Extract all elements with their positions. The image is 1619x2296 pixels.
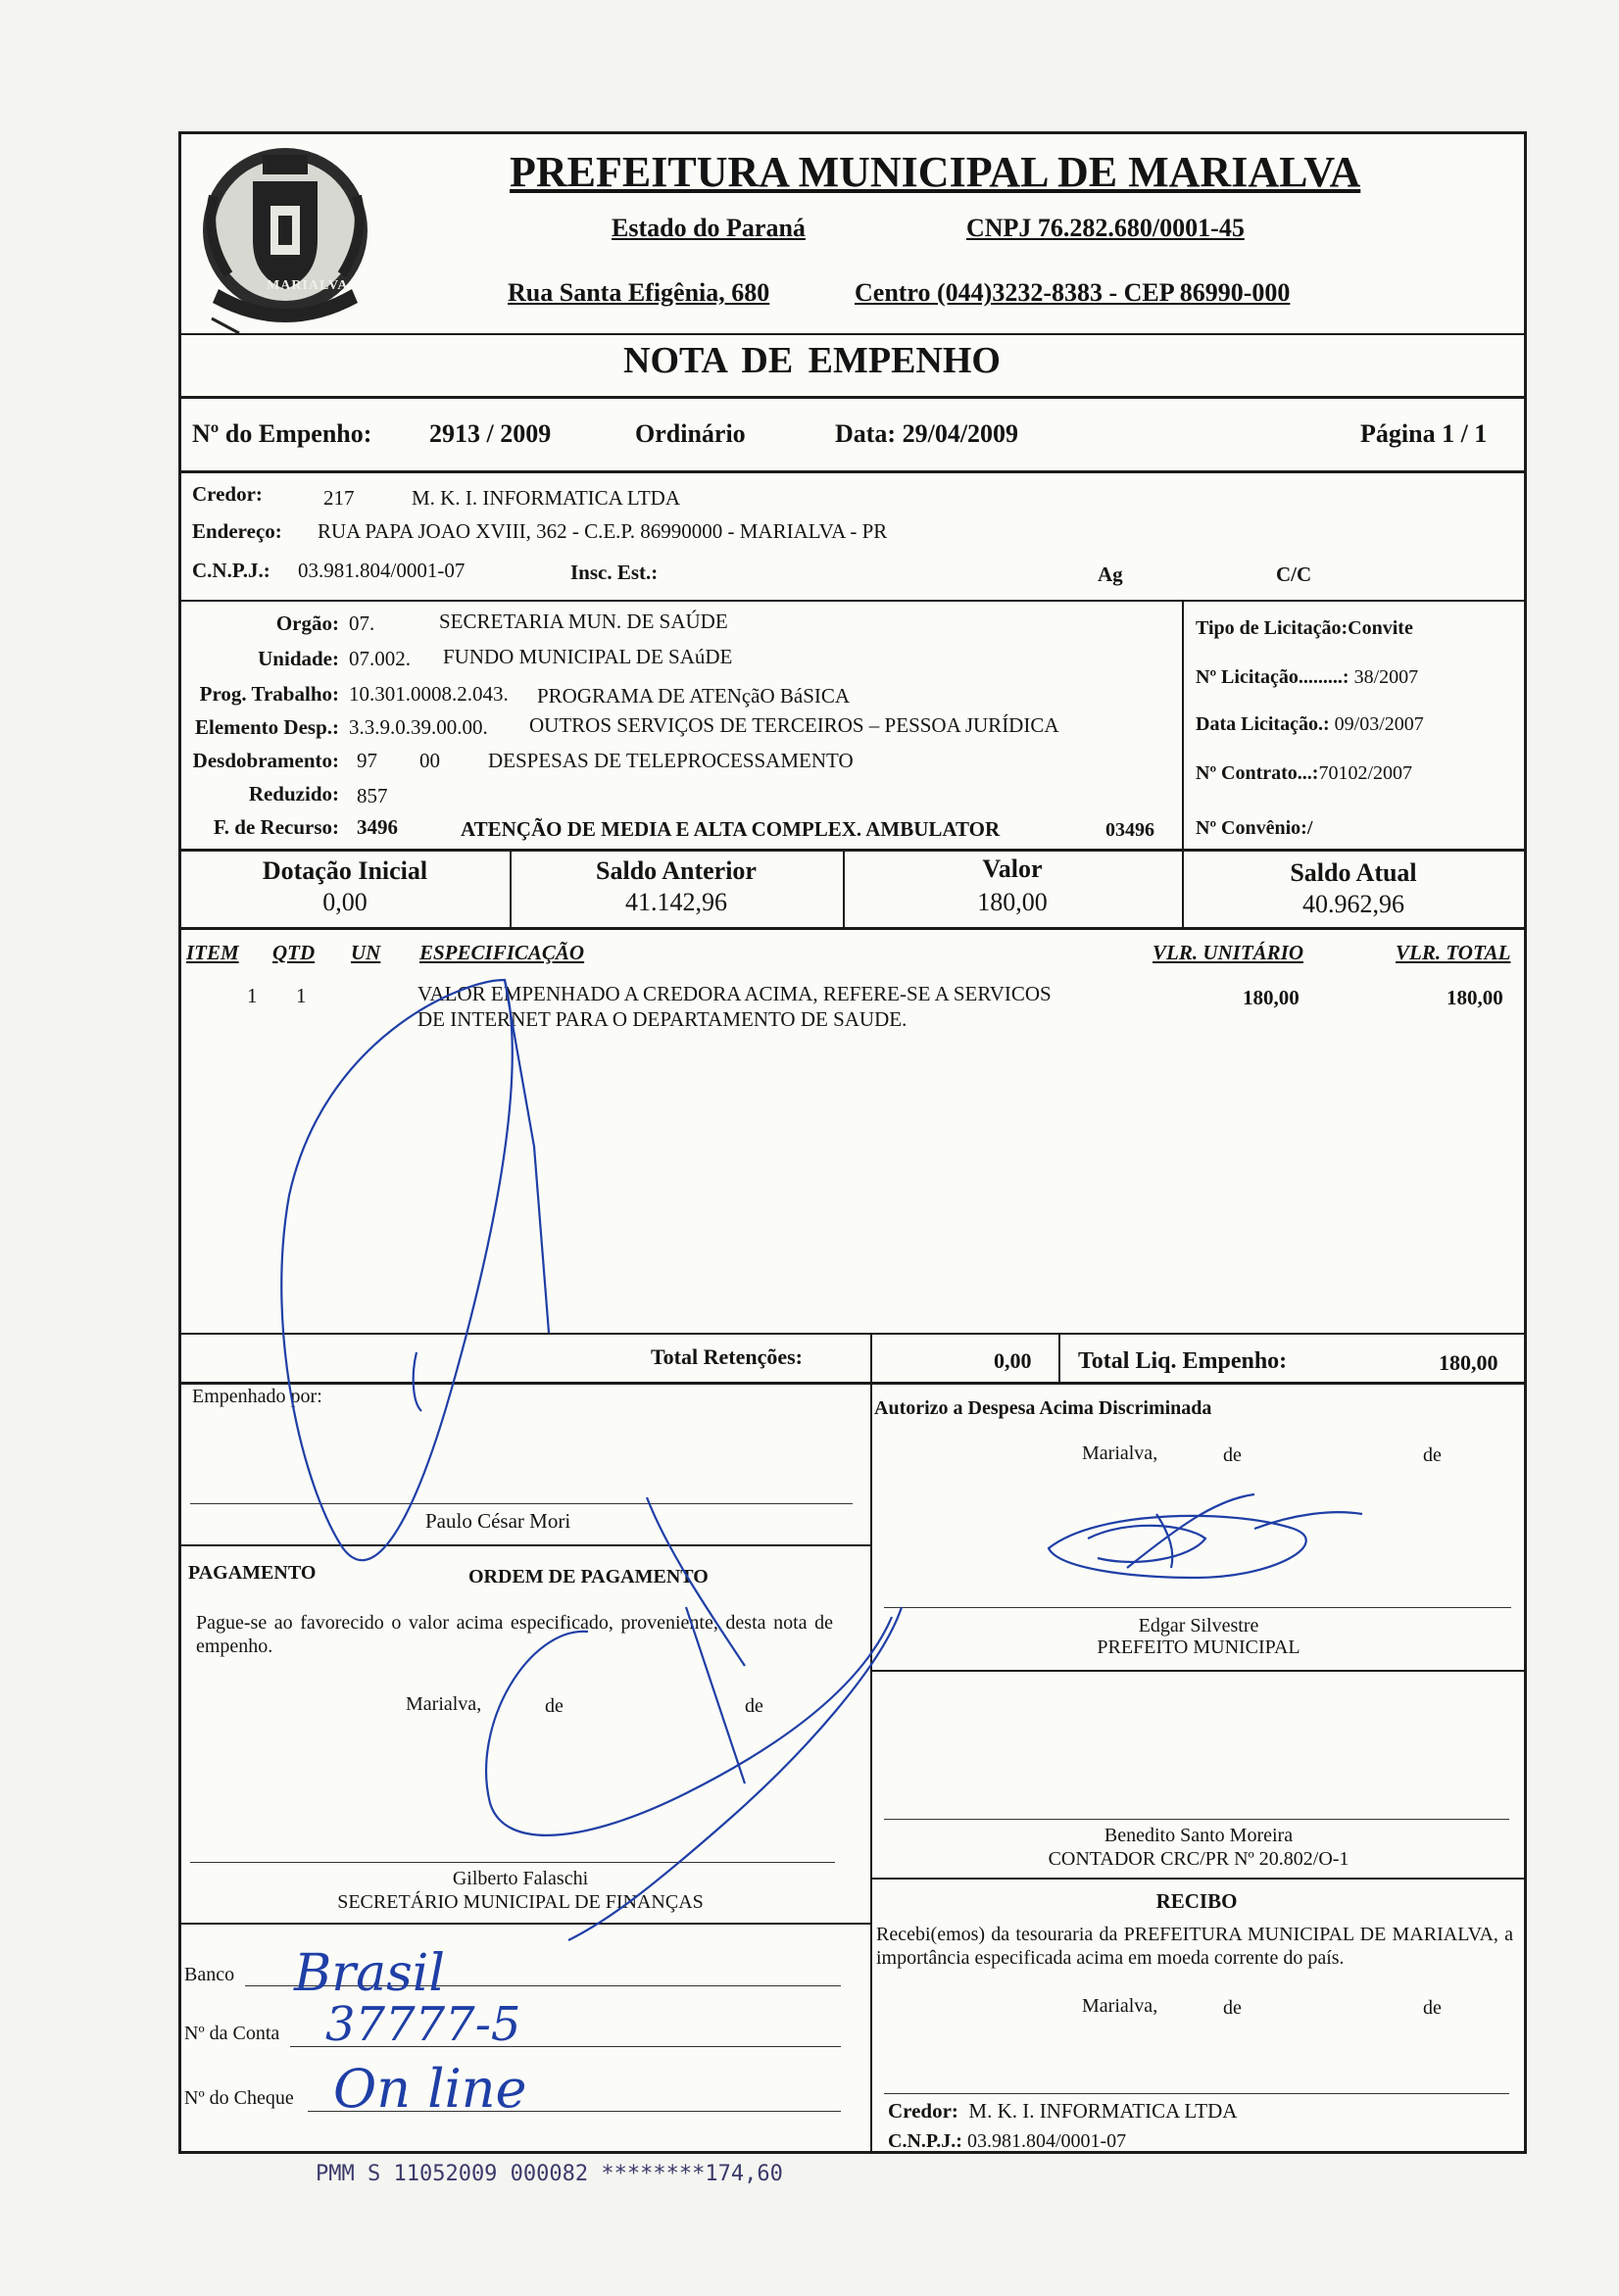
credor-label: Credor: <box>192 482 263 506</box>
licitacao-numero-label: Nº Licitação.........: <box>1196 666 1349 688</box>
saldo-anterior-label: Saldo Anterior <box>596 856 757 885</box>
recibo-city: Marialva, <box>1082 1995 1158 2017</box>
recibo-credor-label: Credor: <box>888 2099 958 2123</box>
col-qtd: QTD <box>272 941 316 964</box>
dotacao-label: Dotação Inicial <box>262 856 428 885</box>
conta-label: Nº da Conta <box>184 2023 280 2044</box>
recibo-cnpj: 03.981.804/0001-07 <box>966 2130 1127 2152</box>
empenho-number: 2913 / 2009 <box>429 419 552 448</box>
pagamento-text: Pague-se ao favorecido o valor acima especificado, proveniente, desta nota de empenho. <box>196 1612 833 1657</box>
valor-value: 180,00 <box>977 888 1048 916</box>
cc-label: C/C <box>1276 562 1312 586</box>
municipal-crest-icon <box>194 137 376 333</box>
recurso-name: ATENÇÃO DE MEDIA E ALTA COMPLEX. AMBULATOR <box>461 817 1001 841</box>
elemento-name: OUTROS SERVIÇOS DE TERCEIROS – PESSOA JURÍDICA <box>529 713 1059 737</box>
autorizo-de2: de <box>1423 1444 1442 1466</box>
ag-label: Ag <box>1098 562 1123 586</box>
credor-code: 217 <box>323 486 355 510</box>
desdobramento-label: Desdobramento: <box>192 749 339 772</box>
licitacao-data: 09/03/2007 <box>1334 713 1424 735</box>
autorizo-de1: de <box>1223 1444 1242 1466</box>
page-number: Página 1 / 1 <box>1360 419 1488 448</box>
unidade-code: 07.002. <box>349 647 411 670</box>
row-total-value: 180,00 <box>1447 986 1503 1009</box>
conta-handwritten: 37777-5 <box>325 1997 521 2052</box>
row-spec-line2: DE INTERNET PARA O DEPARTAMENTO DE SAUDE. <box>417 1007 908 1031</box>
liquido-label: Total Liq. Empenho: <box>1078 1348 1288 1374</box>
financas-name: Gilberto Falaschi <box>452 1868 589 1889</box>
valor-label: Valor <box>982 855 1043 883</box>
autorizo-city: Marialva, <box>1082 1442 1158 1464</box>
elemento-code: 3.3.9.0.39.00.00. <box>349 715 488 739</box>
convenio-label: Nº Convênio:/ <box>1196 817 1313 839</box>
col-item: ITEM <box>186 941 239 964</box>
pagamento-de1: de <box>545 1695 564 1717</box>
state-label: Estado do Paraná <box>612 214 806 242</box>
empenho-date: Data: 29/04/2009 <box>835 419 1019 448</box>
insc-est-label: Insc. Est.: <box>570 561 659 584</box>
recibo-credor-name: M. K. I. INFORMATICA LTDA <box>968 2099 1238 2123</box>
desdobramento-sub: 00 <box>419 749 440 772</box>
pagamento-city: Marialva, <box>406 1693 482 1715</box>
credor-cnpj: 03.981.804/0001-07 <box>298 559 466 582</box>
empenho-label: Nº do Empenho: <box>192 419 372 448</box>
reduzido-code: 857 <box>357 784 388 807</box>
saldo-anterior-value: 41.142,96 <box>625 888 727 916</box>
dotacao-value: 0,00 <box>322 888 368 916</box>
recurso-label: F. de Recurso: <box>213 815 339 839</box>
contador-name: Benedito Santo Moreira <box>1104 1825 1294 1846</box>
banco-handwritten: Brasil <box>294 1944 446 2003</box>
liquido-value: 180,00 <box>1439 1350 1498 1375</box>
retencoes-label: Total Retenções: <box>651 1344 803 1369</box>
row-item: 1 <box>247 984 258 1007</box>
banco-label: Banco <box>184 1964 235 1985</box>
autorizo-label: Autorizo a Despesa Acima Discriminada <box>874 1397 1212 1419</box>
unidade-name: FUNDO MUNICIPAL DE SAúDE <box>443 645 733 668</box>
recibo-de1: de <box>1223 1997 1242 2019</box>
credor-name: M. K. I. INFORMATICA LTDA <box>412 486 680 510</box>
desdobramento-name: DESPESAS DE TELEPROCESSAMENTO <box>488 749 854 772</box>
prefeito-name: Edgar Silvestre <box>1138 1615 1259 1637</box>
prefeito-role: PREFEITO MUNICIPAL <box>1097 1637 1300 1658</box>
empenhado-name: Paulo César Mori <box>425 1509 571 1533</box>
licitacao-data-label: Data Licitação.: <box>1196 713 1330 735</box>
saldo-atual-label: Saldo Atual <box>1290 858 1417 887</box>
col-un: UN <box>351 941 381 964</box>
licitacao-numero: 38/2007 <box>1353 666 1419 688</box>
cheque-label: Nº do Cheque <box>184 2087 294 2109</box>
credor-address: RUA PAPA JOAO XVIII, 362 - C.E.P. 86990000 - MARIALVA - PR <box>318 519 888 543</box>
address-header: Rua Santa Efigênia, 680 <box>508 278 770 307</box>
col-total: VLR. TOTAL <box>1396 941 1511 964</box>
licitacao-tipo: Tipo de Licitação:Convite <box>1196 617 1413 639</box>
desdobramento-code: 97 <box>357 749 377 772</box>
row-spec-line1: VALOR EMPENHADO A CREDORA ACIMA, REFERE-SE A SERVICOS <box>417 982 1052 1005</box>
contact-header: Centro (044)3232-8383 - CEP 86990-000 <box>855 278 1291 307</box>
unidade-label: Unidade: <box>258 647 339 670</box>
ordem-label: ORDEM DE PAGAMENTO <box>468 1566 709 1588</box>
recibo-text: Recebi(emos) da tesouraria da PREFEITURA MUNICIPAL DE MARIALVA, a importância especificada acima em moeda corrente do país. <box>876 1924 1513 1969</box>
cheque-handwritten: On line <box>333 2058 527 2120</box>
pagamento-label: PAGAMENTO <box>188 1562 317 1584</box>
prog-name: PROGRAMA DE ATENçãO BáSICA <box>537 684 851 708</box>
contador-role: CONTADOR CRC/PR Nº 20.802/O-1 <box>1048 1848 1349 1870</box>
col-unit: VLR. UNITÁRIO <box>1153 941 1304 964</box>
payment-stamp: PMM S 11052009 000082 ********174,60 <box>316 2162 783 2186</box>
recurso-code: 3496 <box>357 815 398 839</box>
prog-label: Prog. Trabalho: <box>199 682 339 706</box>
pagamento-de2: de <box>745 1695 763 1717</box>
orgao-code: 07. <box>349 611 375 635</box>
endereco-label: Endereço: <box>192 519 282 543</box>
row-qtd: 1 <box>296 984 307 1007</box>
col-spec: ESPECIFICAÇÃO <box>419 941 585 964</box>
cnpj-label: C.N.P.J.: <box>192 559 270 582</box>
row-unit-value: 180,00 <box>1243 986 1300 1009</box>
cnpj-header: CNPJ 76.282.680/0001-45 <box>966 214 1245 242</box>
empenhado-label: Empenhado por: <box>192 1386 322 1407</box>
contrato-number: 70102/2007 <box>1318 762 1413 784</box>
page-title: PREFEITURA MUNICIPAL DE MARIALVA <box>510 148 1361 196</box>
prog-code: 10.301.0008.2.043. <box>349 682 509 706</box>
orgao-label: Orgão: <box>275 611 339 635</box>
recibo-de2: de <box>1423 1997 1442 2019</box>
elemento-label: Elemento Desp.: <box>195 715 339 739</box>
orgao-name: SECRETARIA MUN. DE SAÚDE <box>439 610 728 633</box>
reduzido-label: Reduzido: <box>248 782 339 806</box>
crest-ribbon-text: MARIALVA <box>267 278 349 293</box>
recurso-code2: 03496 <box>1105 819 1154 841</box>
saldo-atual-value: 40.962,96 <box>1302 890 1404 918</box>
empenho-type: Ordinário <box>635 419 746 448</box>
contrato-label: Nº Contrato...: <box>1196 762 1319 784</box>
financas-role: SECRETÁRIO MUNICIPAL DE FINANÇAS <box>337 1891 704 1913</box>
retencoes-value: 0,00 <box>994 1348 1032 1373</box>
doc-title: NOTA DE EMPENHO <box>623 340 1001 381</box>
recibo-title: RECIBO <box>1155 1889 1238 1913</box>
recibo-cnpj-label: C.N.P.J.: <box>888 2130 962 2152</box>
